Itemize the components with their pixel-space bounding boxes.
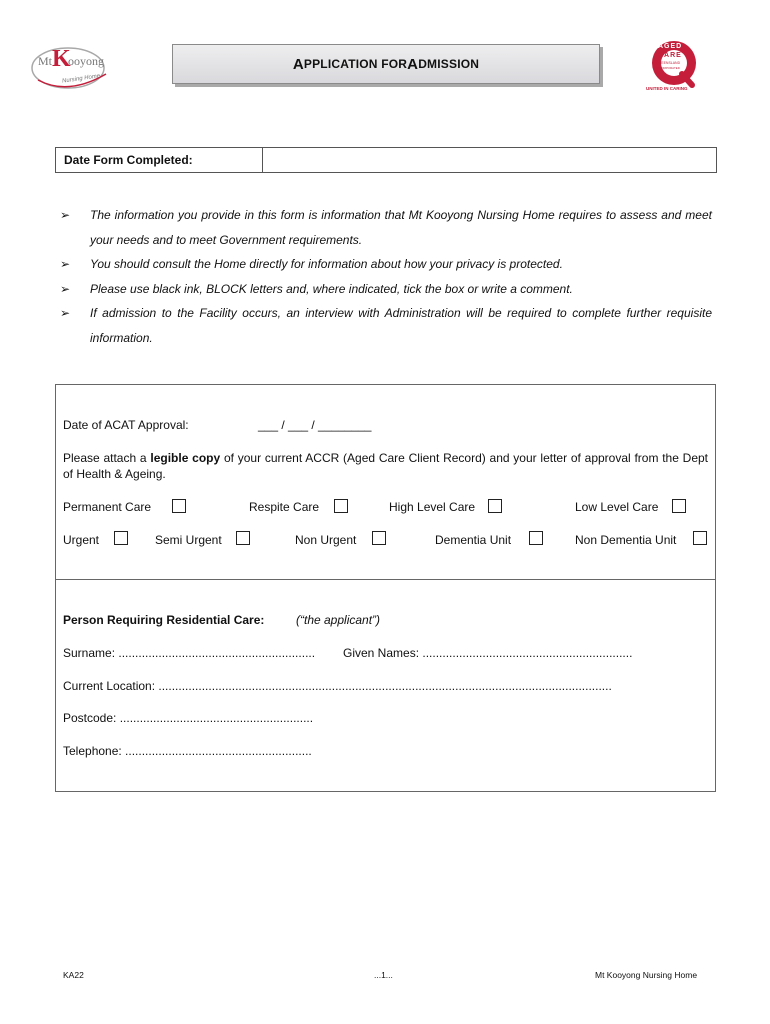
- logo-k-text: K: [52, 46, 71, 72]
- section-divider: [55, 579, 716, 580]
- date-form-completed-label: Date Form Completed:: [56, 148, 263, 172]
- non-urgent-checkbox[interactable]: [372, 531, 386, 545]
- instruction-text: If admission to the Facility occurs, an interview with Administration will be required to complete further requisite information.: [90, 306, 712, 345]
- logo-mt-text: Mt: [38, 54, 53, 68]
- urgent-checkbox[interactable]: [114, 531, 128, 545]
- instruction-text: You should consult the Home directly for information about how your privacy is protected.: [90, 257, 563, 271]
- respite-care-checkbox[interactable]: [334, 499, 348, 513]
- arrow-bullet-icon: ➢: [60, 281, 71, 296]
- footer-form-code: KA22: [63, 970, 84, 980]
- list-item: [60, 203, 712, 252]
- page-title: [172, 44, 600, 84]
- date-form-completed-row: [55, 147, 717, 173]
- given-names-field[interactable]: Given Names: ...............................................................: [343, 646, 633, 660]
- postcode-field[interactable]: Postcode: ..........................................................: [63, 711, 314, 725]
- logo-aged-text: AGED: [658, 43, 683, 50]
- attach-text-pre: Please attach a: [63, 451, 151, 465]
- permanent-care-label: Permanent Care: [63, 500, 152, 514]
- logo-queensland-text: QUEENSLAND: [656, 61, 681, 65]
- logo-tagline: UNITED IN CARING: [646, 86, 688, 91]
- footer-page-number: ...1...: [374, 970, 393, 980]
- high-level-care-checkbox[interactable]: [488, 499, 502, 513]
- instruction-text: Please use black ink, BLOCK letters and, where indicated, tick the box or write a comment.: [90, 281, 573, 296]
- date-form-completed-field[interactable]: [263, 148, 716, 172]
- title-letter-a2: A: [407, 55, 419, 73]
- semi-urgent-checkbox[interactable]: [236, 531, 250, 545]
- telephone-field[interactable]: Telephone: ........................................................: [63, 744, 312, 758]
- admission-details-box: [55, 384, 716, 792]
- non-urgent-label: Non Urgent: [295, 533, 357, 547]
- permanent-care-checkbox[interactable]: [172, 499, 186, 513]
- respite-care-label: Respite Care: [249, 500, 320, 514]
- aged-care-queensland-logo: [646, 38, 708, 94]
- low-level-care-label: Low Level Care: [575, 500, 659, 514]
- acat-approval-date-field[interactable]: ___ / ___ / ________: [258, 418, 372, 432]
- non-dementia-unit-checkbox[interactable]: [693, 531, 707, 545]
- list-item: [60, 301, 712, 350]
- attach-instructions: [63, 450, 708, 482]
- footer-organisation: Mt Kooyong Nursing Home: [595, 970, 698, 980]
- attach-text-post: of your current ACCR (Aged Care Client Record) and your letter of approval from the Dept of Health & Ageing.: [63, 451, 709, 481]
- list-item: [60, 252, 712, 277]
- urgent-label: Urgent: [63, 533, 100, 547]
- acat-approval-label: Date of ACAT Approval:: [63, 418, 189, 432]
- dementia-unit-label: Dementia Unit: [435, 533, 512, 547]
- instruction-text: The information you provide in this form is information that Mt Kooyong Nursing Home requires to assess and meet your needs and to meet Government requirements.: [90, 208, 712, 247]
- logo-incorporated-text: INCORPORATED: [656, 66, 680, 70]
- title-part-1: PPLICATION FOR: [303, 57, 408, 71]
- arrow-bullet-icon: ➢: [60, 257, 71, 271]
- arrow-bullet-icon: ➢: [60, 208, 71, 222]
- dementia-unit-checkbox[interactable]: [529, 531, 543, 545]
- mt-kooyong-logo: [28, 40, 114, 96]
- current-location-field[interactable]: Current Location: ........................................................................................................................................: [63, 679, 612, 693]
- logo-care-text: CARE: [658, 52, 682, 59]
- applicant-note: (“the applicant”): [296, 613, 381, 627]
- logo-sub-text: Nursing Home: [61, 73, 101, 85]
- title-letter-a1: A: [292, 55, 304, 73]
- surname-field[interactable]: Surname: ...........................................................: [63, 646, 316, 660]
- non-dementia-unit-label: Non Dementia Unit: [575, 533, 677, 547]
- applicant-heading: Person Requiring Residential Care:: [63, 613, 265, 627]
- list-item: [60, 277, 712, 302]
- attach-text-bold: legible copy: [150, 451, 221, 465]
- low-level-care-checkbox[interactable]: [672, 499, 686, 513]
- arrow-bullet-icon: ➢: [60, 306, 71, 320]
- instructions-list: [60, 203, 712, 350]
- title-part-2: DMISSION: [418, 57, 480, 71]
- high-level-care-label: High Level Care: [389, 500, 476, 514]
- logo-ooyong-text: ooyong: [68, 54, 104, 68]
- semi-urgent-label: Semi Urgent: [155, 533, 222, 547]
